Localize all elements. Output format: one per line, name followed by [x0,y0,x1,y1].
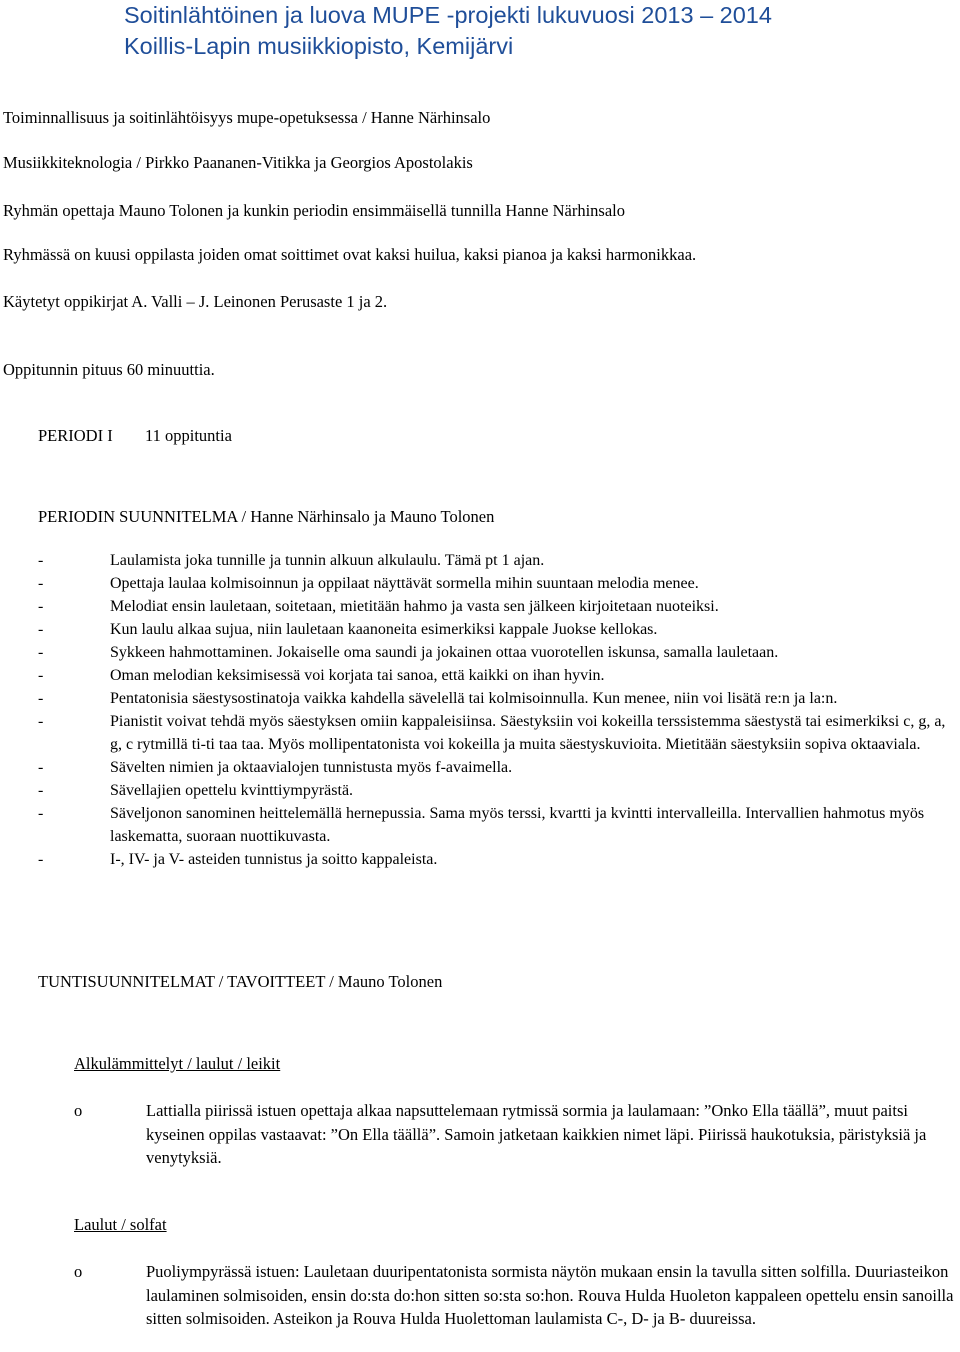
lessons-heading: TUNTISUUNNITELMAT / TAVOITTEET / Mauno Tolonen [38,972,443,991]
dash-bullet: - [38,713,44,730]
dash-bullet: - [38,598,44,615]
dash-bullet: - [38,552,44,569]
list-item [38,687,960,710]
document-header [124,0,772,62]
list-item [38,641,960,664]
dash-bullet: - [38,644,44,661]
list-item [38,618,960,641]
list-item-text: Sävellajien opettelu kvinttiympyrästä. [110,782,354,799]
list-item-text: Pianistit voivat tehdä myös säestyksen omiin kappaleisiinsa. Säestyksiin voi kokeilla terssistemma säestystä tai esimerkiksi c, g, a, g, c rytmillä ti-ti taa taa. Myös mollipentatonista voi kokeilla ja muita säestyskuvioita. Mietitään säestyksiin sopiva oktaaviala. [110,713,946,753]
period-lessons: 11 oppituntia [145,426,232,445]
intro-line: Toiminnallisuus ja soitinlähtöisyys mupe-opetuksessa / Hanne Närhinsalo [3,108,491,127]
list-item [74,1099,954,1170]
songs-heading: Laulut / solfat [74,1215,167,1234]
list-item-text: Säveljonon sanominen heittelemällä hernepussia. Sama myös terssi, kvartti ja kvintti intervalleilla. Intervallien hahmotus myös laskematta, suoraan nuottikuvasta. [110,805,925,845]
list-item-text: Lattialla piirissä istuen opettaja alkaa napsuttelemaan rytmissä sormia ja laulamaan: ”Onko Ella täällä”, muut paitsi kyseinen oppilas vastaavat: ”On Ella täällä”. Samoin jatketaan kaikkien nimet läpi. Piirissä haukotuksia, päristyksiä ja venytyksiä. [146,1101,927,1167]
list-item [38,802,960,848]
document-subtitle: Koillis-Lapin musiikkiopisto, Kemijärvi [124,33,514,59]
document-title: Soitinlähtöinen ja luova MUPE -projekti lukuvuosi 2013 – 2014 [124,2,772,28]
period-label: PERIODI I [38,426,113,445]
list-item-text: Sykkeen hahmottaminen. Jokaiselle oma saundi ja jokainen ottaa vuorotellen iskunsa, samalla lauletaan. [110,644,779,661]
dash-bullet: - [38,690,44,707]
circle-bullet: o [74,1101,83,1120]
dash-bullet: - [38,621,44,638]
list-item-text: Oman melodian keksimisessä voi korjata tai sanoa, että kaikki on ihan hyvin. [110,667,605,684]
plan-heading: PERIODIN SUUNNITELMA / Hanne Närhinsalo ja Mauno Tolonen [38,507,495,526]
warmup-list [74,1099,954,1170]
list-item [38,595,960,618]
list-item-text: Sävelten nimien ja oktaavialojen tunnistusta myös f-avaimella. [110,759,513,776]
list-item [74,1260,954,1331]
intro-line: Oppitunnin pituus 60 minuuttia. [3,360,215,379]
intro-line: Käytetyt oppikirjat A. Valli – J. Leinonen Perusaste 1 ja 2. [3,292,388,311]
intro-line: Ryhmässä on kuusi oppilasta joiden omat soittimet ovat kaksi huilua, kaksi pianoa ja kaksi harmonikkaa. [3,245,697,264]
list-item-text: Melodiat ensin lauletaan, soitetaan, mietitään hahmo ja vasta sen jälkeen kirjoitetaan nuoteiksi. [110,598,719,615]
dash-bullet: - [38,805,44,822]
list-item-text: Laulamista joka tunnille ja tunnin alkuun alkulaulu. Tämä pt 1 ajan. [110,552,545,569]
dash-bullet: - [38,667,44,684]
dash-bullet: - [38,759,44,776]
dash-bullet: - [38,851,44,868]
intro-line: Musiikkiteknologia / Pirkko Paananen-Vitikka ja Georgios Apostolakis [3,153,473,172]
list-item [38,779,960,802]
list-item [38,756,960,779]
list-item [38,710,960,756]
intro-line: Ryhmän opettaja Mauno Tolonen ja kunkin periodin ensimmäisellä tunnilla Hanne Närhinsalo [3,201,625,220]
dash-bullet: - [38,575,44,592]
dash-bullet: - [38,782,44,799]
circle-bullet: o [74,1262,83,1281]
list-item [38,664,960,687]
songs-list [74,1260,954,1331]
list-item-text: Kun laulu alkaa sujua, niin lauletaan kaanoneita esimerkiksi kappale Juokse kellokas. [110,621,658,638]
period-line [38,426,232,446]
list-item [38,572,960,595]
list-item [38,549,960,572]
list-item-text: Opettaja laulaa kolmisoinnun ja oppilaat näyttävät sormella mihin suuntaan melodia menee. [110,575,699,592]
list-item-text: I-, IV- ja V- asteiden tunnistus ja soitto kappaleista. [110,851,438,868]
list-item-text: Pentatonisia säestysostinatoja vaikka kahdella sävelellä tai kolmisoinnulla. Kun menee, niin voi lisätä re:n ja la:n. [110,690,838,707]
list-item [38,848,960,871]
list-item-text: Puoliympyrässä istuen: Lauletaan duuripentatonista sormista näytön mukaan ensin la tavulla sitten solfilla. Duuriasteikon laulaminen solmisoiden, ensin do:sta do:hon sitten so:sta so:hon. Rouva Hulda Huoleton kappaleen opettelu ensin sanoilla sitten solmisoiden. Asteikon ja Rouva Hulda Huolettoman laulamista C-, D- ja B- duureissa. [146,1262,954,1328]
plan-list [38,549,960,871]
warmup-heading: Alkulämmittelyt / laulut / leikit [74,1054,281,1073]
